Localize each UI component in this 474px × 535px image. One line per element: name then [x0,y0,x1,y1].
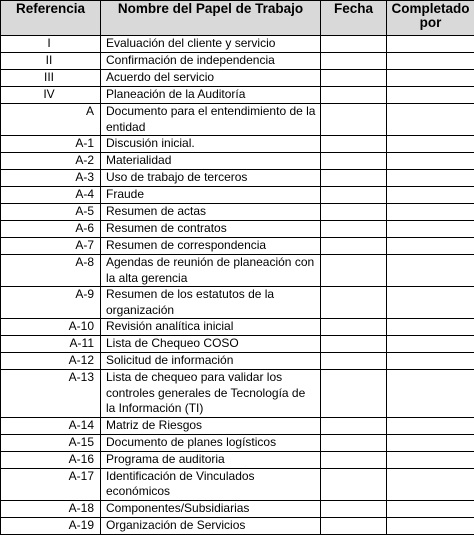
cell-fecha [321,451,387,468]
table-row [1,238,474,255]
cell-completado-por [387,468,474,500]
cell-fecha [321,319,387,336]
cell-completado-por [387,255,474,287]
cell-fecha [321,221,387,238]
table-row [1,36,474,53]
cell-completado-por [387,187,474,204]
cell-nombre: Discusión inicial. [101,136,321,153]
table-row [1,517,474,534]
cell-nombre: Uso de trabajo de terceros [101,170,321,187]
cell-fecha [321,417,387,434]
cell-referencia: A-18 [1,500,101,517]
cell-completado-por [387,70,474,87]
cell-nombre: Matriz de Riesgos [101,417,321,434]
cell-referencia: A-6 [1,221,101,238]
cell-referencia: A-10 [1,319,101,336]
table-row [1,204,474,221]
cell-nombre: Solicitud de información [101,353,321,370]
cell-nombre: Resumen de los estatutos de la organización [101,287,321,319]
table-row [1,434,474,451]
cell-completado-por [387,451,474,468]
cell-referencia: A-1 [1,136,101,153]
table-row [1,53,474,70]
cell-referencia: A-11 [1,336,101,353]
cell-referencia: A-19 [1,517,101,534]
header-referencia: Referencia [1,1,101,36]
table-row [1,370,474,418]
header-completado: Completado por [387,1,474,36]
table-row [1,287,474,319]
cell-fecha [321,187,387,204]
cell-fecha [321,370,387,418]
cell-referencia: IV [1,87,101,104]
cell-completado-por [387,170,474,187]
cell-fecha [321,434,387,451]
cell-fecha [321,136,387,153]
table-row [1,187,474,204]
cell-fecha [321,255,387,287]
cell-nombre: Planeación de la Auditoría [101,87,321,104]
cell-completado-por [387,500,474,517]
cell-nombre: Componentes/Subsidiarias [101,500,321,517]
cell-nombre: Materialidad [101,153,321,170]
cell-referencia: A-16 [1,451,101,468]
table-row [1,70,474,87]
cell-completado-por [387,517,474,534]
cell-completado-por [387,87,474,104]
cell-referencia: A-7 [1,238,101,255]
cell-referencia: II [1,53,101,70]
cell-referencia: I [1,36,101,53]
cell-fecha [321,70,387,87]
table-row [1,500,474,517]
header-fecha: Fecha [321,1,387,36]
table-row [1,170,474,187]
cell-nombre: Lista de Chequeo COSO [101,336,321,353]
cell-fecha [321,153,387,170]
cell-fecha [321,336,387,353]
table-row [1,136,474,153]
cell-completado-por [387,221,474,238]
cell-nombre: Acuerdo del servicio [101,70,321,87]
cell-completado-por [387,370,474,418]
cell-referencia: A-2 [1,153,101,170]
cell-completado-por [387,53,474,70]
cell-referencia: III [1,70,101,87]
cell-nombre: Resumen de correspondencia [101,238,321,255]
cell-completado-por [387,153,474,170]
cell-fecha [321,87,387,104]
table-row [1,336,474,353]
cell-referencia: A-4 [1,187,101,204]
table-row [1,87,474,104]
table-row [1,451,474,468]
cell-nombre: Documento para el entendimiento de la entidad [101,104,321,136]
cell-completado-por [387,434,474,451]
cell-nombre: Resumen de contratos [101,221,321,238]
cell-nombre: Confirmación de independencia [101,53,321,70]
cell-completado-por [387,417,474,434]
cell-referencia: A-13 [1,370,101,418]
cell-nombre: Documento de planes logísticos [101,434,321,451]
header-nombre: Nombre del Papel de Trabajo [101,1,321,36]
cell-referencia: A-9 [1,287,101,319]
cell-nombre: Fraude [101,187,321,204]
cell-nombre: Agendas de reunión de planeación con la alta gerencia [101,255,321,287]
cell-completado-por [387,353,474,370]
cell-completado-por [387,336,474,353]
cell-fecha [321,517,387,534]
cell-nombre: Revisión analítica inicial [101,319,321,336]
cell-referencia: A-12 [1,353,101,370]
cell-fecha [321,238,387,255]
cell-referencia: A-3 [1,170,101,187]
cell-nombre: Organización de Servicios [101,517,321,534]
table-row [1,255,474,287]
table-body [1,36,474,535]
cell-completado-por [387,136,474,153]
table-row [1,468,474,500]
cell-nombre: Evaluación del cliente y servicio [101,36,321,53]
table-row [1,417,474,434]
cell-nombre: Resumen de actas [101,204,321,221]
cell-completado-por [387,319,474,336]
cell-completado-por [387,104,474,136]
cell-fecha [321,468,387,500]
cell-referencia: A-15 [1,434,101,451]
table-row [1,221,474,238]
cell-referencia: A-8 [1,255,101,287]
cell-fecha [321,353,387,370]
cell-referencia: A-5 [1,204,101,221]
cell-completado-por [387,238,474,255]
cell-nombre: Identificación de Vinculados económicos [101,468,321,500]
cell-completado-por [387,36,474,53]
cell-fecha [321,104,387,136]
cell-fecha [321,204,387,221]
cell-completado-por [387,204,474,221]
cell-completado-por [387,287,474,319]
table-row [1,153,474,170]
table-row [1,104,474,136]
cell-fecha [321,500,387,517]
cell-fecha [321,287,387,319]
cell-fecha [321,53,387,70]
cell-fecha [321,170,387,187]
cell-referencia: A [1,104,101,136]
cell-nombre: Lista de chequeo para validar los controles generales de Tecnología de la Información (TI) [101,370,321,418]
table-row [1,319,474,336]
cell-nombre: Programa de auditoria [101,451,321,468]
table-row [1,353,474,370]
header-row [1,1,474,36]
cell-referencia: A-17 [1,468,101,500]
cell-fecha [321,36,387,53]
cell-referencia: A-14 [1,417,101,434]
